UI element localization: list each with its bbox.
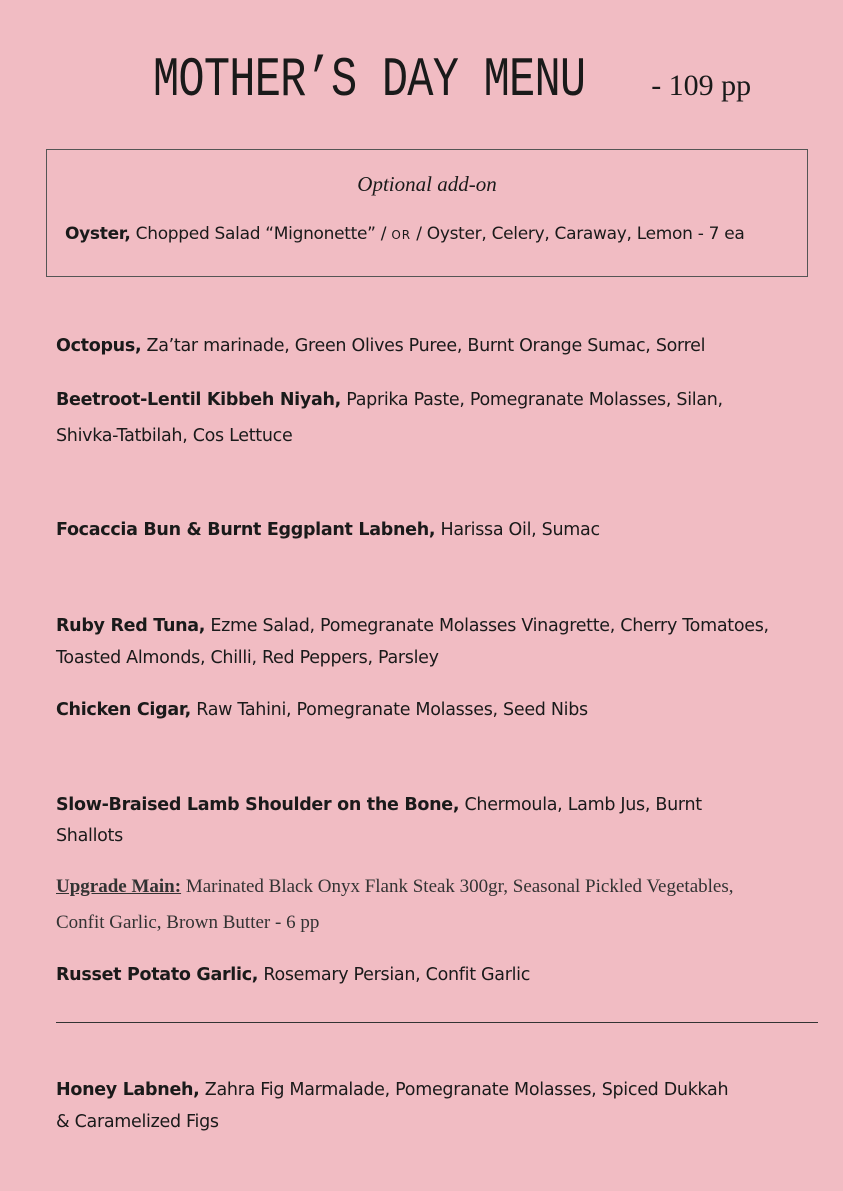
dish-name: Octopus,	[56, 336, 142, 356]
upgrade-main	[56, 869, 746, 941]
dish-name: Russet Potato Garlic,	[56, 965, 259, 985]
dish-name: Honey Labneh,	[56, 1080, 200, 1100]
dish-name: Focaccia Bun & Burnt Eggplant Labneh,	[56, 520, 436, 540]
addon-name: Oyster,	[65, 224, 131, 244]
title-text: MOTHER’S DAY MENU	[152, 48, 586, 112]
dish-desc: Paprika Paste, Pomegranate Molasses, Silan, Shivka-Tatbilah, Cos Lettuce	[56, 390, 723, 446]
section-divider	[56, 1022, 818, 1023]
dish-kibbeh	[56, 382, 776, 454]
dish-octopus	[56, 330, 776, 363]
dish-name: Ruby Red Tuna,	[56, 616, 206, 636]
addon-desc-1: Chopped Salad “Mignonette” /	[130, 224, 392, 244]
addon-box	[46, 149, 808, 277]
dish-desc: Za’tar marinade, Green Olives Puree, Burnt Orange Sumac, Sorrel	[141, 336, 706, 356]
dish-name: Chicken Cigar,	[56, 700, 191, 720]
dish-desc: Ezme Salad, Pomegranate Molasses Vinagrette, Cherry Tomatoes, Toasted Almonds, Chilli, Red Peppers, Parsley	[56, 616, 769, 668]
dish-potato	[56, 959, 776, 992]
price-text: - 109 pp	[651, 69, 752, 102]
dish-desc: Chermoula, Lamb Jus, Burnt Shallots	[56, 795, 702, 846]
menu-title	[0, 48, 843, 112]
dish-focaccia	[56, 514, 776, 547]
dish-honey-labneh	[56, 1074, 736, 1138]
dish-desc: Harissa Oil, Sumac	[435, 520, 600, 540]
addon-desc-2: / Oyster, Celery, Caraway, Lemon - 7 ea	[411, 224, 745, 244]
addon-or: OR	[391, 228, 412, 242]
addon-item	[65, 224, 745, 244]
upgrade-desc: Marinated Black Onyx Flank Steak 300gr, Seasonal Pickled Vegetables, Confit Garlic, Brown Butter - 6 pp	[56, 876, 734, 933]
addon-heading: Optional add-on	[357, 172, 497, 196]
dish-desc: Zahra Fig Marmalade, Pomegranate Molasses, Spiced Dukkah & Caramelized Figs	[56, 1080, 729, 1132]
dish-lamb	[56, 790, 726, 852]
upgrade-label: Upgrade Main:	[56, 876, 182, 897]
dish-name: Beetroot-Lentil Kibbeh Niyah,	[56, 390, 341, 410]
dish-tuna	[56, 610, 776, 674]
dish-chicken-cigar	[56, 694, 776, 727]
dish-desc: Raw Tahini, Pomegranate Molasses, Seed Nibs	[190, 700, 588, 720]
dish-desc: Rosemary Persian, Confit Garlic	[258, 965, 531, 985]
dish-name: Slow-Braised Lamb Shoulder on the Bone,	[56, 795, 460, 815]
